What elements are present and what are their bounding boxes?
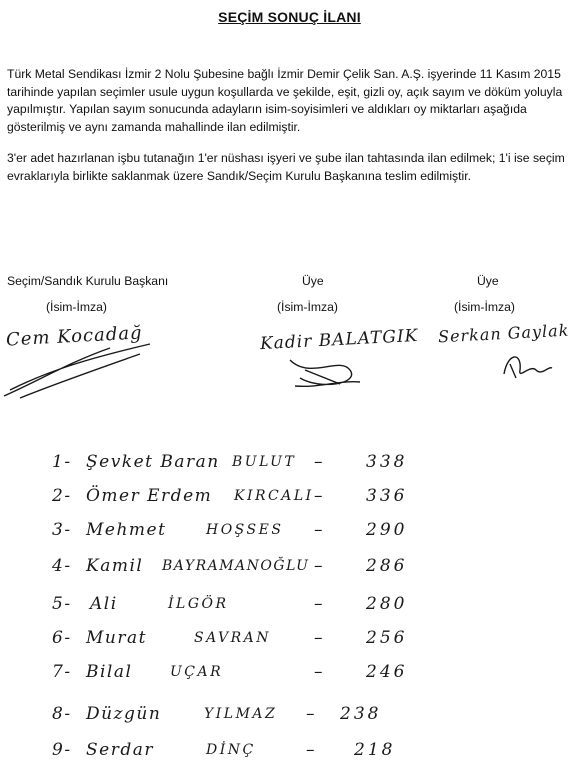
result-dash: – xyxy=(314,628,324,648)
chairman-role: Seçim/Sandık Kurulu Başkanı xyxy=(7,274,169,288)
vote-count: 338 xyxy=(366,452,408,472)
member2-signature-scrawl xyxy=(496,344,556,384)
candidate-first-name: Murat xyxy=(86,628,147,648)
candidate-last-name: SAVRAN xyxy=(194,630,272,646)
candidate-first-name: Serdar xyxy=(86,740,154,760)
candidate-last-name: HOŞSES xyxy=(206,522,284,538)
candidate-first-name: Mehmet xyxy=(86,520,167,540)
result-row xyxy=(44,486,424,512)
vote-count: 336 xyxy=(366,486,408,506)
candidate-last-name: KIRCALI xyxy=(234,488,314,504)
result-number: 4- xyxy=(52,556,72,576)
result-row xyxy=(44,556,424,582)
vote-count: 280 xyxy=(366,594,408,614)
candidate-last-name: İLGÖR xyxy=(168,596,229,612)
result-row xyxy=(44,704,424,730)
chairman-handwritten-name: Cem Kocadağ xyxy=(5,322,144,351)
result-number: 2- xyxy=(52,486,72,506)
result-dash: – xyxy=(314,594,324,614)
candidate-last-name: YILMAZ xyxy=(204,706,278,722)
result-row xyxy=(44,662,424,688)
member2-name-signature-label: (İsim-İmza) xyxy=(454,300,515,314)
candidate-last-name: BAYRAMANOĞLU xyxy=(162,558,310,574)
vote-count: 256 xyxy=(366,628,408,648)
result-dash: – xyxy=(314,662,324,682)
result-number: 7- xyxy=(52,662,72,682)
candidate-last-name: BULUT xyxy=(232,454,297,470)
candidate-first-name: Ali xyxy=(90,594,118,614)
member1-name-signature-label: (İsim-İmza) xyxy=(277,300,338,314)
member2-role: Üye xyxy=(477,274,499,288)
result-dash: – xyxy=(314,520,324,540)
vote-count: 290 xyxy=(366,520,408,540)
result-number: 6- xyxy=(52,628,72,648)
candidate-last-name: UÇAR xyxy=(170,664,224,680)
result-number: 1- xyxy=(52,452,72,472)
member1-role: Üye xyxy=(302,274,324,288)
member1-handwritten-name: Kadir BALATGIK xyxy=(259,325,419,355)
result-number: 3- xyxy=(52,520,72,540)
result-row xyxy=(44,520,424,546)
result-row xyxy=(44,628,424,654)
candidate-first-name: Düzgün xyxy=(86,704,162,724)
result-number: 9- xyxy=(52,740,72,760)
result-row xyxy=(44,452,424,478)
vote-count: 246 xyxy=(366,662,408,682)
vote-count: 218 xyxy=(354,740,396,760)
candidate-first-name: Şevket Baran xyxy=(86,452,220,472)
result-dash: – xyxy=(306,704,316,724)
intro-paragraph: Türk Metal Sendikası İzmir 2 Nolu Şubesine bağlı İzmir Demir Çelik San. A.Ş. işyerinde 11 Kasım 2015 tarihinde yapılan seçimler usule uygun koşullarda ve şekilde, eşit, gizli oy, açık sayım ve döküm yoluyla yapılmıştır. Yapılan sayım sonucunda adayların isim-soyisimleri ve aldıkları oy miktarları aşağıda gösterilmiş ve aynı zamanda mahallinde ilan edilmiştir. xyxy=(7,67,563,134)
candidate-last-name: DİNÇ xyxy=(206,742,256,758)
vote-count: 286 xyxy=(366,556,408,576)
result-dash: – xyxy=(314,452,324,472)
result-dash: – xyxy=(314,556,324,576)
result-row xyxy=(44,594,424,620)
candidate-first-name: Ömer Erdem xyxy=(86,486,213,506)
result-dash: – xyxy=(306,740,316,760)
result-dash: – xyxy=(314,486,324,506)
distribution-paragraph: 3'er adet hazırlanan işbu tutanağın 1'er nüshası işyeri ve şube ilan tahtasında ilan edilmek; 1'i ise seçim evraklarıyla birlikte saklanmak üzere Sandık/Seçim Kurulu Başkanına teslim edilmiştir. xyxy=(7,151,565,183)
page-title: SEÇİM SONUÇ İLANI xyxy=(218,9,361,25)
candidate-first-name: Kamil xyxy=(86,556,144,576)
result-row xyxy=(44,740,424,766)
chairman-signature-scrawl xyxy=(0,340,160,402)
chairman-name-signature-label: (İsim-İmza) xyxy=(46,300,107,314)
result-number: 5- xyxy=(52,594,72,614)
result-number: 8- xyxy=(52,704,72,724)
member2-handwritten-name: Serkan Gaylak xyxy=(437,320,570,347)
member1-signature-scrawl xyxy=(280,350,370,392)
vote-count: 238 xyxy=(340,704,382,724)
candidate-first-name: Bilal xyxy=(86,662,133,682)
